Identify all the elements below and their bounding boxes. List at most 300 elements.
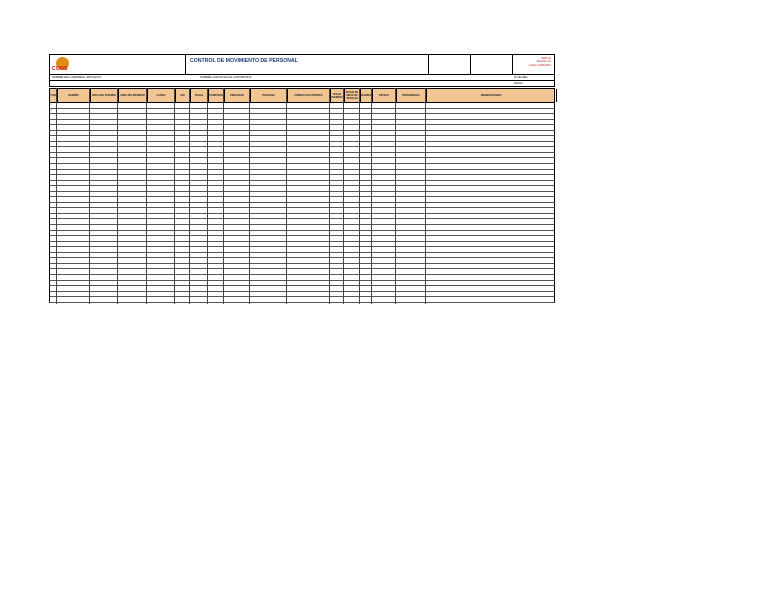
table-cell [191,281,207,286]
table-cell [119,192,146,197]
table-cell [373,147,395,152]
table-cell [209,192,223,197]
company-label: NOMBRE DE LA EMPRESA / PROYECTO [52,76,102,79]
table-cell [148,120,174,125]
table-cell [148,181,174,186]
table-cell [176,114,189,119]
column-divider [174,88,175,304]
table-cell [91,208,117,213]
table-cell [331,214,343,219]
table-cell [251,258,286,263]
table-cell [119,114,146,119]
table-cell [397,219,425,224]
table-cell [225,286,249,291]
table-cell [251,264,286,269]
table-cell [225,258,249,263]
table-cell [251,103,286,108]
table-cell [58,269,89,274]
table-cell [176,214,189,219]
table-cell [148,253,174,258]
table-cell [176,142,189,147]
table-cell [361,131,371,136]
table-cell [345,153,359,158]
column-header: APELLIDO MATERNO [118,89,148,102]
table-cell [345,197,359,202]
table-cell [373,242,395,247]
table-cell [148,114,174,119]
table-cell [148,247,174,252]
table-cell [288,136,329,141]
table-cell [288,242,329,247]
table-cell [331,253,343,258]
table-cell [373,264,395,269]
table-cell [148,242,174,247]
column-divider [56,88,57,304]
table-cell [91,231,117,236]
table-cell [91,247,117,252]
table-cell [288,186,329,191]
table-cell [251,286,286,291]
table-cell [251,292,286,297]
table-cell [373,158,395,163]
table-cell [345,170,359,175]
table-cell [373,225,395,230]
table-cell [209,181,223,186]
table-cell [331,175,343,180]
table-cell [345,264,359,269]
table-cell [345,131,359,136]
table-cell [91,142,117,147]
table-cell [345,219,359,224]
table-cell [345,214,359,219]
table-cell [288,125,329,130]
table-cell [361,197,371,202]
table-cell [251,219,286,224]
table-cell [58,125,89,130]
table-cell [251,142,286,147]
table-cell [225,242,249,247]
table-cell [345,208,359,213]
table-cell [58,281,89,286]
table-cell [209,136,223,141]
table-cell [345,164,359,169]
table-cell [209,203,223,208]
table-cell [288,203,329,208]
table-cell [373,120,395,125]
table-cell [176,219,189,224]
table-cell [225,136,249,141]
table-cell [148,142,174,147]
table-cell [58,192,89,197]
column-header: FECHA [190,89,209,102]
table-cell [191,225,207,230]
table-cell [397,136,425,141]
column-header: ITEM [50,89,58,102]
table-cell [191,236,207,241]
table-cell [331,186,343,191]
table-cell [176,247,189,252]
table-cell [119,164,146,169]
table-cell [209,247,223,252]
table-cell [176,292,189,297]
column-divider [359,88,360,304]
table-cell [58,297,89,302]
table-cell [225,175,249,180]
table-cell [251,170,286,175]
table-cell [345,203,359,208]
table-cell [251,236,286,241]
table-cell [119,281,146,286]
table-cell [427,197,555,202]
table-cell [251,164,286,169]
table-cell [427,269,555,274]
table-cell [176,181,189,186]
table-cell [225,103,249,108]
table-cell [345,269,359,274]
table-cell [119,292,146,297]
table-cell [58,175,89,180]
table-cell [91,153,117,158]
table-cell [58,103,89,108]
table-cell [288,281,329,286]
table-cell [288,208,329,213]
table-cell [209,158,223,163]
table-cell [288,275,329,280]
table-cell [119,186,146,191]
table-cell [373,142,395,147]
table-cell [119,158,146,163]
table-cell [331,125,343,130]
table-cell [288,197,329,202]
table-cell [397,258,425,263]
table-cell [288,253,329,258]
table-cell [225,264,249,269]
table-cell [331,297,343,302]
table-cell [331,181,343,186]
table-cell [397,275,425,280]
table-row [49,297,555,303]
table-cell [373,269,395,274]
table-cell [427,114,555,119]
table-cell [331,236,343,241]
table-cell [58,114,89,119]
table-cell [288,297,329,302]
table-cell [148,258,174,263]
table-cell [288,258,329,263]
table-cell [397,231,425,236]
table-cell [251,114,286,119]
table-cell [251,153,286,158]
table-cell [373,181,395,186]
table-cell [373,170,395,175]
table-cell [345,120,359,125]
table-cell [176,170,189,175]
table-cell [427,142,555,147]
column-divider [425,88,426,304]
header-divider [512,55,513,74]
table-cell [91,264,117,269]
date-label: FECHA [514,82,523,85]
table-cell [191,181,207,186]
table-cell [373,297,395,302]
table-cell [251,269,286,274]
column-divider [207,88,208,304]
table-cell [288,264,329,269]
table-cell [427,208,555,213]
table-cell [225,247,249,252]
table-cell [361,181,371,186]
table-cell [119,297,146,302]
table-cell [148,214,174,219]
table-cell [331,103,343,108]
table-cell [397,125,425,130]
table-cell [91,253,117,258]
table-cell [148,175,174,180]
table-cell [148,109,174,114]
table-cell [251,131,286,136]
table-cell [191,125,207,130]
table-cell [427,236,555,241]
table-cell [119,253,146,258]
table-cell [148,131,174,136]
table-cell [148,292,174,297]
table-header [49,88,555,103]
table-cell [58,292,89,297]
table-cell [176,175,189,180]
table-cell [148,136,174,141]
table-cell [176,192,189,197]
table-cell [331,192,343,197]
column-divider [343,88,344,304]
table-cell [91,192,117,197]
table-cell [119,136,146,141]
info-row [49,81,555,87]
table-cell [427,175,555,180]
table-cell [345,114,359,119]
table-cell [361,208,371,213]
table-cell [119,269,146,274]
table-cell [209,258,223,263]
table-cell [58,236,89,241]
table-cell [251,247,286,252]
table-cell [191,142,207,147]
table-cell [331,264,343,269]
table-cell [373,292,395,297]
table-cell [209,170,223,175]
table-cell [91,242,117,247]
table-cell [288,269,329,274]
table-cell [225,153,249,158]
table-cell [361,192,371,197]
table-cell [345,286,359,291]
table-cell [58,247,89,252]
table-cell [373,109,395,114]
table-cell [148,125,174,130]
table-cell [251,225,286,230]
table-cell [361,247,371,252]
column-header: CARGO [147,89,176,102]
table-cell [345,247,359,252]
column-header: APELLIDO PATERNO [90,89,119,102]
table-cell [225,292,249,297]
table-cell [361,236,371,241]
table-cell [148,147,174,152]
table-cell [373,103,395,108]
table-cell [58,219,89,224]
table-cell [427,275,555,280]
table-cell [361,125,371,130]
table-cell [373,153,395,158]
table-cell [225,114,249,119]
table-cell [58,258,89,263]
column-header: FECHA INGRESO [330,89,345,102]
table-cell [58,147,89,152]
table-cell [427,203,555,208]
table-cell [345,258,359,263]
table-cell [251,192,286,197]
table-cell [397,131,425,136]
table-cell [251,231,286,236]
table-cell: 1 [51,104,53,106]
table-cell [225,131,249,136]
table-cell [148,192,174,197]
table-cell [191,192,207,197]
table-cell [119,103,146,108]
table-cell [361,286,371,291]
table-cell [176,203,189,208]
table-cell [331,131,343,136]
table-cell [58,158,89,163]
table-cell [288,292,329,297]
table-cell [58,275,89,280]
table-cell [361,186,371,191]
table-cell [148,297,174,302]
table-cell [361,164,371,169]
column-header: OBSERVACIONES [426,89,557,102]
table-cell [191,258,207,263]
table-cell [397,142,425,147]
table-cell [176,136,189,141]
table-cell [373,286,395,291]
table-cell [331,247,343,252]
table-cell [225,181,249,186]
table-cell [345,181,359,186]
table-cell [209,253,223,258]
table-cell [91,258,117,263]
table-cell [331,208,343,213]
table-cell [209,297,223,302]
table-cell [225,164,249,169]
table-cell [251,175,286,180]
table-cell [91,275,117,280]
table-cell [209,286,223,291]
column-header: CORREO ELECTRONICO [287,89,331,102]
table-cell [176,258,189,263]
table-cell [427,181,555,186]
table-cell [345,253,359,258]
table-cell [397,181,425,186]
table-cell [58,286,89,291]
table-cell [209,236,223,241]
column-divider [371,88,372,304]
table-cell [345,231,359,236]
table-cell [288,247,329,252]
table-cell [397,281,425,286]
table-cell [373,125,395,130]
table-cell [209,275,223,280]
table-cell [91,136,117,141]
table-cell [361,136,371,141]
table-cell [251,109,286,114]
table-cell [331,153,343,158]
table-cell [288,175,329,180]
table-cell [345,292,359,297]
table-cell [397,158,425,163]
table-cell [119,203,146,208]
table-cell [397,170,425,175]
table-cell [397,264,425,269]
table-cell [91,175,117,180]
table-cell: 2 [51,109,53,112]
table-cell [331,286,343,291]
table-cell [58,208,89,213]
table-cell [361,103,371,108]
table-cell [209,103,223,108]
table-cell [91,281,117,286]
table-cell [361,147,371,152]
table-cell [58,214,89,219]
table-cell [251,208,286,213]
table-cell [397,208,425,213]
table-cell [209,109,223,114]
table-cell [191,164,207,169]
table-cell [58,264,89,269]
table-cell [176,242,189,247]
column-divider [117,88,118,304]
table-cell [397,164,425,169]
table-cell [225,120,249,125]
table-cell [427,186,555,191]
table-cell [288,192,329,197]
table-cell [331,231,343,236]
table-cell [361,264,371,269]
table-cell [373,253,395,258]
table-cell [345,192,359,197]
table-cell [427,158,555,163]
table-cell [225,186,249,191]
table-cell [397,247,425,252]
table-cell [427,247,555,252]
table-cell [397,225,425,230]
table-cell [427,153,555,158]
table-cell [148,170,174,175]
table-cell [58,242,89,247]
table-cell [361,203,371,208]
table-cell [191,203,207,208]
table-cell [91,120,117,125]
table-cell [288,109,329,114]
table-cell [373,114,395,119]
table-cell [251,214,286,219]
table-cell [119,225,146,230]
table-cell [191,175,207,180]
table-cell [91,219,117,224]
table-cell [191,242,207,247]
table-cell [345,142,359,147]
table-body [49,103,555,303]
table-cell [288,158,329,163]
table-cell [331,225,343,230]
